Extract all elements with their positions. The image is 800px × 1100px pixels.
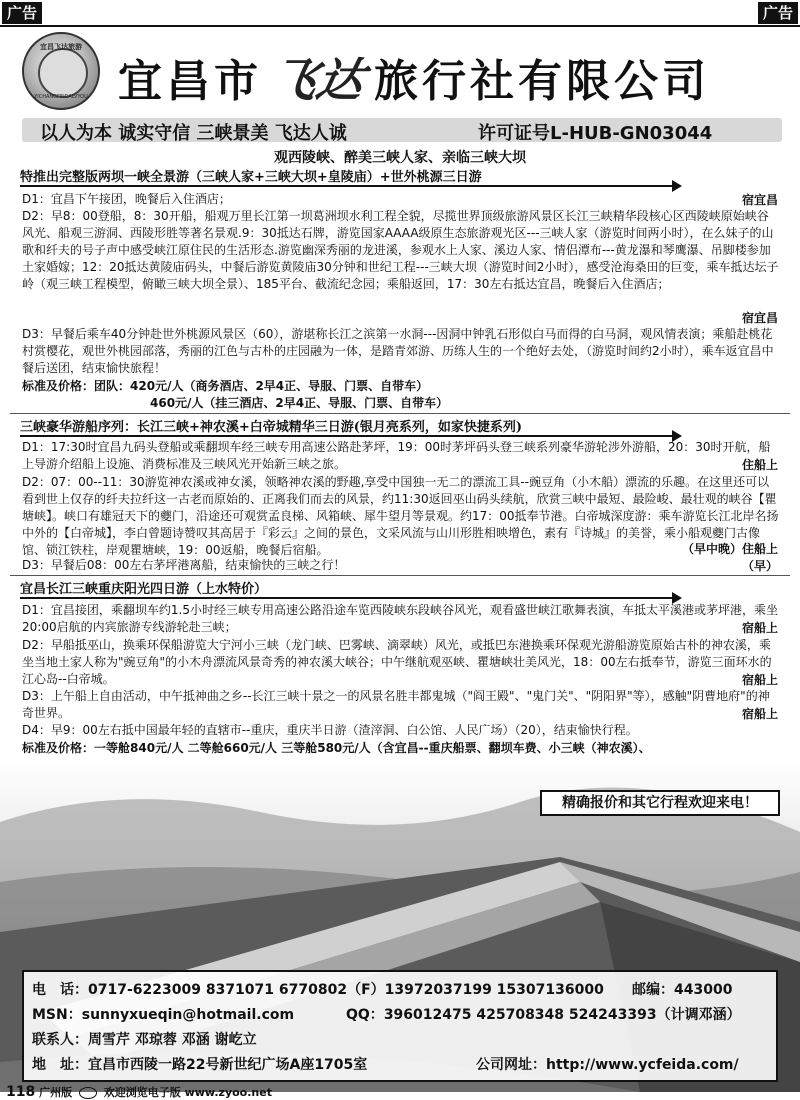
divider bbox=[0, 25, 800, 27]
logo-inner-text: 宜昌飞达旅游 bbox=[40, 43, 82, 51]
ad-tag-right: 广告 bbox=[758, 2, 798, 24]
qq-label: QQ： bbox=[346, 1007, 384, 1023]
route2-day3: D3：早餐后08：00左右茅坪港离船，结束愉快的三峡之行！ bbox=[22, 558, 346, 572]
contact-persons-line bbox=[32, 1029, 257, 1049]
ad-tag-left: 广告 bbox=[2, 2, 42, 24]
address: 宜昌市西陵一路22号新世纪广场A座1705室 bbox=[88, 1057, 368, 1073]
zip-line bbox=[632, 979, 732, 999]
company-name-part1: 宜昌市 bbox=[118, 56, 262, 107]
route3-price1: 一等舱840元/人 二等舱660元/人 三等舱580元/人（含宜昌--重庆船票、翻坝车费、小三峡（神农溪）、 bbox=[94, 741, 651, 755]
route1-title: 特推出完整版两坝一峡全景游（三峡人家+三峡大坝+皇陵庙）+世外桃源三日游 bbox=[20, 170, 482, 185]
company-name-brush: 飞达 bbox=[265, 53, 370, 107]
route3-title: 宜昌长江三峡重庆阳光四日游（上水特价） bbox=[20, 582, 268, 597]
zip-label: 邮编： bbox=[632, 982, 674, 998]
arrow-divider bbox=[20, 435, 680, 437]
callout-box: 精确报价和其它行程欢迎来电！ bbox=[540, 790, 780, 816]
address-label: 地 址： bbox=[32, 1057, 88, 1073]
edition-label: 广州版 bbox=[39, 1086, 73, 1099]
route3-day2-stay: 宿船上 bbox=[741, 673, 778, 687]
logo-ring-text: YICHANGFEIDALVYOU bbox=[34, 94, 88, 100]
route3-day2: D2：早船抵巫山，换乘环保船游览大宁河小三峡（龙门峡、巴雾峡、滴翠峡）风光，或抵巴东港换乘环保观光游船游览原始古朴的神农溪，乘坐当地土家人称为"豌豆角"的小木舟漂流风景奇秀的神农溪大峡谷；中午继航观巫峡、瞿塘峡壮美风光，18：00左右抵奉节，游览三面环水的江心岛--白帝城。 bbox=[22, 638, 772, 686]
route1-day2-stay: 宿宜昌 bbox=[741, 311, 778, 325]
qq-line bbox=[346, 1004, 741, 1024]
route1-price1: 团队：420元/人（商务酒店、2早4正、导服、门票、自带车） bbox=[94, 379, 429, 393]
route1-day3: D3：早餐后乘车40分钟赴世外桃源风景区（60），游堪称长江之滨第一水洞---因洞中钟乳石形似白马而得的白马洞，观风情表演；乘船赴桃花村赏樱花，观世外桃园部落，秀丽的江色与古朴的庄园融为一体，是踏青郊游、历练人生的一个绝好去处，（游览时间约2小时），乘车返宜昌中餐后送团，结束愉快旅程！ bbox=[22, 327, 774, 375]
footer-text: 欢迎浏览电子版 www.zyoo.net bbox=[103, 1086, 272, 1099]
website-line bbox=[476, 1054, 739, 1074]
route2-day3-meal: （早） bbox=[741, 559, 778, 573]
route3-day4: D4：早9：00左右抵中国最年轻的直辖市--重庆，重庆半日游（渣滓洞、白公馆、人民广场）（20），结束愉快行程。 bbox=[22, 723, 638, 737]
route3-price-label: 标准及价格： bbox=[22, 741, 95, 755]
phone-numbers: 0717-6223009 8371071 6770802（F）13972037199 15307136000 bbox=[88, 982, 604, 998]
route2-day2: D2：07：00--11：30游览神农溪或神女溪，领略神农溪的野趣,享受中国独一无二的漂流工具--豌豆角（小木船）漂流的乐趣。在这里还可以看到世上仅存的纤夫拉纤这一古老而原始的、正离我们而去的风景，约11:30返回巫山码头续航，欣赏三峡中最短、最险峻、最壮观的峡谷【瞿塘峡】。峡口有雄冠天下的夔门，沿途还可观赏孟良梯、风箱峡、犀牛望月等景观。约17：00抵奉节港。白帝城深度游：乘车游览长江北岸名扬中外的【白帝城】，李白曾题诗赞叹其高居于『彩云』之间的景色，文采风流与山川形胜相映增色，素有『诗城』的美誉，乘小船观夔门古像馆、锁江铁柱，岸观瞿塘峡，19：00返船，晚餐后宿船。 bbox=[22, 475, 779, 557]
tagline: 观西陵峡、醉美三峡人家、亲临三峡大坝 bbox=[274, 150, 526, 166]
route3-day1: D1：宜昌接团，乘翻坝车约1.5小时经三峡专用高速公路沿途车览西陵峡东段峡谷风光，观看盛世峡江歌舞表演，车抵太平溪港或茅坪港，乘坐20:00启航的内宾旅游专线游轮赴三峡； bbox=[22, 603, 778, 634]
phone-label: 电 话： bbox=[32, 982, 88, 998]
company-name-part2: 旅行社有限公司 bbox=[374, 56, 710, 107]
page-footer bbox=[6, 1084, 272, 1100]
route2-day1-stay: 住船上 bbox=[741, 458, 778, 472]
divider bbox=[10, 575, 790, 576]
route1-price-label: 标准及价格： bbox=[22, 379, 95, 393]
route2-title: 三峡豪华游船序列：长江三峡+神农溪+白帝城精华三日游(银月亮系列，如家快捷系列) bbox=[20, 420, 523, 435]
qq-numbers: 396012475 425708348 524243393（计调邓涵） bbox=[383, 1007, 741, 1023]
company-name bbox=[118, 44, 710, 110]
arrow-divider bbox=[20, 597, 680, 599]
route2-day2-stay: （早中晚）住船上 bbox=[681, 542, 778, 556]
msn-label: MSN： bbox=[32, 1007, 82, 1023]
msn-address: sunnyxueqin@hotmail.com bbox=[81, 1007, 295, 1023]
route1-price bbox=[22, 378, 779, 395]
route2-day1: D1：17:30时宜昌九码头登船或乘翻坝车经三峡专用高速公路赴茅坪，19：00时茅坪码头登三峡系列豪华游轮涉外游船，20：30时开航，船上导游介绍船上设施、消费标准及三峡风光开始新三峡之旅。 bbox=[22, 440, 771, 471]
msn-line bbox=[32, 1004, 294, 1024]
arrow-divider bbox=[20, 185, 680, 187]
page-number: 118 bbox=[6, 1084, 36, 1100]
motto: 以人为本 诚实守信 三峡景美 飞达人诚 bbox=[40, 123, 347, 144]
logo-emblem bbox=[38, 48, 88, 98]
website-link[interactable]: http://www.ycfeida.com/ bbox=[546, 1057, 739, 1073]
web-label: 公司网址： bbox=[476, 1057, 546, 1073]
license-number: 许可证号L-HUB-GN03044 bbox=[478, 123, 713, 144]
person-label: 联系人： bbox=[32, 1032, 88, 1048]
company-logo bbox=[22, 32, 100, 110]
phone-line bbox=[32, 979, 604, 999]
contact-box bbox=[22, 970, 778, 1082]
route1-day1-stay: 宿宜昌 bbox=[741, 193, 778, 207]
route3-day3-stay: 宿船上 bbox=[741, 707, 778, 721]
address-line bbox=[32, 1054, 367, 1074]
route1-price2: 460元/人（挂三酒店、2早4正、导服、门票、自带车） bbox=[150, 396, 449, 410]
route3-price bbox=[22, 740, 779, 757]
zip-code: 443000 bbox=[674, 982, 733, 998]
route3-day1-stay: 宿船上 bbox=[741, 621, 778, 635]
zyoo-logo-icon bbox=[79, 1087, 97, 1099]
route3-day3: D3：上午船上自由活动，中午抵神曲之乡--长江三峡十景之一的风景名胜丰都鬼城（"阎王殿"、"鬼门关"、"阴阳界"等），感触"阴曹地府"的神奇世界。 bbox=[22, 689, 770, 720]
divider bbox=[10, 413, 790, 414]
contact-persons: 周雪芹 邓琼蓉 邓涵 谢屹立 bbox=[88, 1032, 257, 1048]
route1-day2: D2：早8：00登船，8：30开船，船观万里长江第一坝葛洲坝水利工程全貌，尽揽世界顶级旅游风景区长江三峡精华段核心区西陵峡原始峡谷风光、船观三游洞、西陵形胜等著名景观.9：30抵达石牌，游览国家AAAA级原生态旅游观光区---三峡人家（游览时间两小时），在么妹子的山歌和纤夫的号子声中感受峡江原住民的生活形态.游览幽深秀丽的龙进溪，参观水上人家、溪边人家、情侣潭布---黄龙瀑和琴鹰瀑、吊脚楼参加土家婚嫁；12：20抵达黄陵庙码头，中餐后游览黄陵庙30分钟和世纪工程---三峡大坝（游览时间2小时），感受沧海桑田的巨变，乘车抵达坛子岭（观三峡工程模型，俯瞰三峡大坝全景）、185平台、截流纪念园；乘船返回，17：30左右抵达宜昌，晚餐后入住酒店； bbox=[22, 209, 779, 291]
route1-day1: D1：宜昌下午接团，晚餐后入住酒店； bbox=[22, 192, 231, 206]
